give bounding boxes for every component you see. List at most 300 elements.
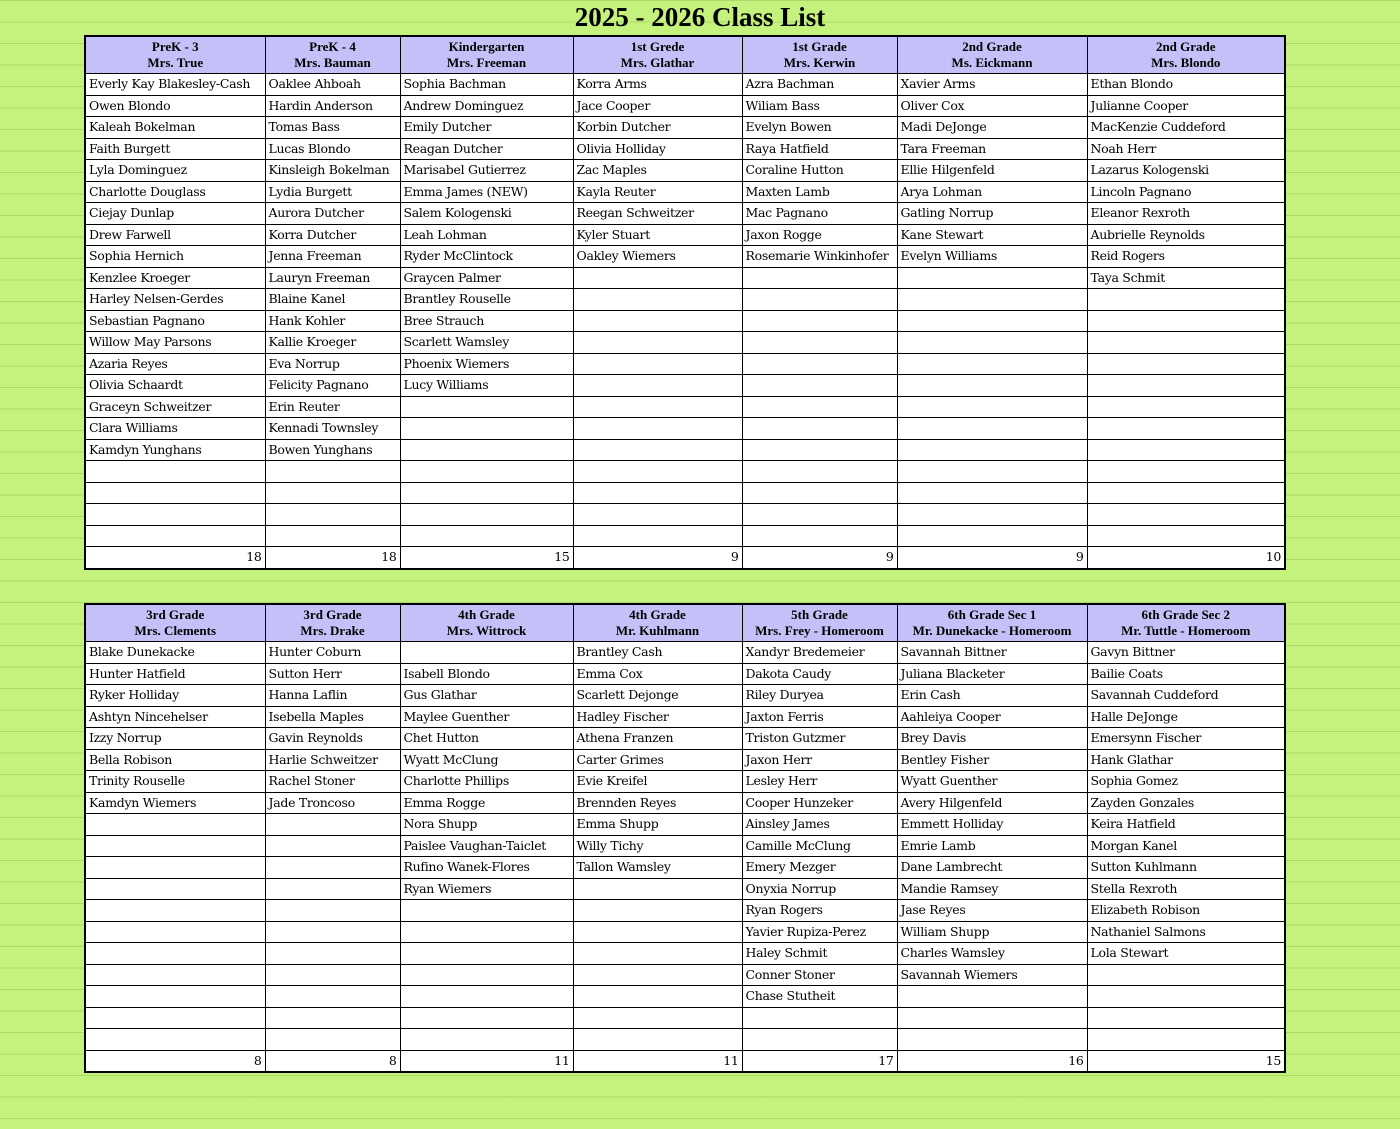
table-row — [85, 685, 1285, 707]
grade-label: 2nd Grade — [1155, 39, 1216, 54]
student-cell: Olivia Schaardt — [85, 375, 265, 397]
table-row — [85, 835, 1285, 857]
student-cell — [265, 525, 400, 547]
student-cell: Sutton Herr — [265, 663, 400, 685]
table-row — [85, 921, 1285, 943]
student-cell: Hadley Fischer — [573, 706, 742, 728]
student-cell — [265, 835, 400, 857]
student-cell: Kallie Kroeger — [265, 332, 400, 354]
student-cell: Jaxton Ferris — [742, 706, 897, 728]
student-cell: Ashtyn Nincehelser — [85, 706, 265, 728]
table-row — [85, 857, 1285, 879]
column-header — [573, 604, 742, 642]
student-count: 17 — [742, 1050, 897, 1072]
student-cell: Hank Glathar — [1087, 749, 1285, 771]
student-cell — [573, 310, 742, 332]
grade-label: PreK - 3 — [151, 39, 199, 54]
teacher-label: Mrs. Glathar — [620, 55, 695, 70]
student-cell: Emma Shupp — [573, 814, 742, 836]
student-cell: Chet Hutton — [400, 728, 573, 750]
student-cell: Emersynn Fischer — [1087, 728, 1285, 750]
student-cell: Charlotte Douglass — [85, 181, 265, 203]
student-cell: Erin Reuter — [265, 396, 400, 418]
table-row — [85, 964, 1285, 986]
student-cell: Bentley Fisher — [897, 749, 1087, 771]
student-cell: Riley Duryea — [742, 685, 897, 707]
class-table — [84, 603, 1286, 1073]
student-cell: Korbin Dutcher — [573, 117, 742, 139]
student-cell — [400, 900, 573, 922]
table-row — [85, 663, 1285, 685]
student-cell: Ellie Hilgenfeld — [897, 160, 1087, 182]
grade-label: Kindergarten — [448, 39, 525, 54]
student-cell: Aahleiya Cooper — [897, 706, 1087, 728]
student-cell: Lyla Dominguez — [85, 160, 265, 182]
student-cell: Charles Wamsley — [897, 943, 1087, 965]
grade-label: PreK - 4 — [309, 39, 356, 54]
table-row — [85, 439, 1285, 461]
student-cell — [742, 1029, 897, 1051]
student-cell — [85, 814, 265, 836]
student-count: 15 — [400, 547, 573, 569]
grade-label: 1st Grade — [792, 39, 847, 54]
student-cell — [742, 504, 897, 526]
student-cell: Drew Farwell — [85, 224, 265, 246]
student-cell: Sebastian Pagnano — [85, 310, 265, 332]
student-cell — [1087, 332, 1285, 354]
student-cell: Oaklee Ahboah — [265, 74, 400, 96]
table-row — [85, 353, 1285, 375]
student-cell: Mac Pagnano — [742, 203, 897, 225]
student-cell: Jaxon Rogge — [742, 224, 897, 246]
student-cell — [742, 525, 897, 547]
student-cell: Stella Rexroth — [1087, 878, 1285, 900]
student-cell: Gatling Norrup — [897, 203, 1087, 225]
student-cell: Ryder McClintock — [400, 246, 573, 268]
table-row — [85, 814, 1285, 836]
student-cell — [742, 439, 897, 461]
student-cell: Raya Hatfield — [742, 138, 897, 160]
table-row — [85, 482, 1285, 504]
table-row — [85, 418, 1285, 440]
student-cell — [265, 900, 400, 922]
student-cell: Scarlett Dejonge — [573, 685, 742, 707]
student-cell: Reagan Dutcher — [400, 138, 573, 160]
column-header — [742, 36, 897, 74]
student-cell — [85, 835, 265, 857]
grade-label: 5th Grade — [791, 607, 848, 622]
column-header — [85, 36, 265, 74]
column-header — [400, 36, 573, 74]
student-cell — [400, 1007, 573, 1029]
student-cell — [265, 857, 400, 879]
student-cell — [573, 396, 742, 418]
student-cell: Sophia Hernich — [85, 246, 265, 268]
student-cell — [742, 353, 897, 375]
student-count: 9 — [742, 547, 897, 569]
student-cell: Wyatt McClung — [400, 749, 573, 771]
student-cell: Paislee Vaughan-Taiclet — [400, 835, 573, 857]
table-row — [85, 728, 1285, 750]
student-cell — [897, 439, 1087, 461]
student-cell — [85, 1007, 265, 1029]
student-cell — [400, 396, 573, 418]
student-cell: Owen Blondo — [85, 95, 265, 117]
student-cell — [573, 332, 742, 354]
student-cell: Lucy Williams — [400, 375, 573, 397]
table-row — [85, 461, 1285, 483]
student-cell: Korra Arms — [573, 74, 742, 96]
student-cell: Korra Dutcher — [265, 224, 400, 246]
student-cell: Hank Kohler — [265, 310, 400, 332]
student-cell — [897, 525, 1087, 547]
student-cell — [573, 964, 742, 986]
grade-label: 6th Grade Sec 1 — [947, 607, 1037, 622]
teacher-label: Mrs. Kerwin — [783, 55, 856, 70]
student-cell: Carter Grimes — [573, 749, 742, 771]
column-header — [573, 36, 742, 74]
student-cell — [1087, 439, 1285, 461]
student-cell — [265, 921, 400, 943]
student-cell — [573, 482, 742, 504]
column-header — [742, 604, 897, 642]
student-cell: Camille McClung — [742, 835, 897, 857]
student-cell: Lesley Herr — [742, 771, 897, 793]
class-list-table-bottom — [84, 603, 1284, 1073]
student-cell — [265, 482, 400, 504]
student-cell: Jase Reyes — [897, 900, 1087, 922]
student-cell: Rosemarie Winkinhofer — [742, 246, 897, 268]
student-cell: Kyler Stuart — [573, 224, 742, 246]
student-cell — [897, 310, 1087, 332]
student-cell — [1087, 289, 1285, 311]
student-cell: Taya Schmit — [1087, 267, 1285, 289]
student-cell — [573, 1029, 742, 1051]
student-cell — [400, 964, 573, 986]
student-cell: Xavier Arms — [897, 74, 1087, 96]
student-count: 9 — [897, 547, 1087, 569]
table-row — [85, 203, 1285, 225]
student-cell — [85, 900, 265, 922]
student-cell — [742, 396, 897, 418]
student-cell: Nora Shupp — [400, 814, 573, 836]
student-cell: Gavyn Bittner — [1087, 642, 1285, 664]
student-cell — [400, 943, 573, 965]
table-row — [85, 900, 1285, 922]
student-cell: Aubrielle Reynolds — [1087, 224, 1285, 246]
teacher-label: Mr. Tuttle - Homeroom — [1121, 623, 1251, 638]
student-cell — [897, 482, 1087, 504]
student-cell — [265, 504, 400, 526]
student-cell: Ryker Holliday — [85, 685, 265, 707]
student-cell: Felicity Pagnano — [265, 375, 400, 397]
student-cell: Conner Stoner — [742, 964, 897, 986]
student-cell: Maylee Guenther — [400, 706, 573, 728]
student-cell: Avery Hilgenfeld — [897, 792, 1087, 814]
student-cell: Athena Franzen — [573, 728, 742, 750]
student-cell: Gus Glathar — [400, 685, 573, 707]
student-cell: Kamdyn Wiemers — [85, 792, 265, 814]
table-row — [85, 117, 1285, 139]
student-cell: Bella Robison — [85, 749, 265, 771]
student-cell — [85, 504, 265, 526]
student-cell: Hunter Hatfield — [85, 663, 265, 685]
student-cell — [1087, 310, 1285, 332]
student-cell: Evelyn Williams — [897, 246, 1087, 268]
student-cell: Coraline Hutton — [742, 160, 897, 182]
table-row — [85, 138, 1285, 160]
student-cell — [85, 878, 265, 900]
student-cell: Everly Kay Blakesley-Cash — [85, 74, 265, 96]
student-cell — [742, 332, 897, 354]
student-cell: Salem Kologenski — [400, 203, 573, 225]
table-row — [85, 310, 1285, 332]
student-cell: Madi DeJonge — [897, 117, 1087, 139]
student-cell: Graceyn Schweitzer — [85, 396, 265, 418]
student-cell — [897, 332, 1087, 354]
student-cell: Onyxia Norrup — [742, 878, 897, 900]
student-cell: Noah Herr — [1087, 138, 1285, 160]
table-row — [85, 74, 1285, 96]
student-cell: Eleanor Rexroth — [1087, 203, 1285, 225]
student-cell — [1087, 504, 1285, 526]
student-cell: Rachel Stoner — [265, 771, 400, 793]
student-cell: Brantley Rouselle — [400, 289, 573, 311]
student-cell: Clara Williams — [85, 418, 265, 440]
student-cell — [265, 814, 400, 836]
grade-label: 4th Grade — [458, 607, 515, 622]
student-cell — [400, 986, 573, 1008]
table-row — [85, 160, 1285, 182]
teacher-label: Mr. Dunekacke - Homeroom — [912, 623, 1072, 638]
grade-label: 1st Grede — [630, 39, 685, 54]
table-row — [85, 706, 1285, 728]
student-cell: Brey Davis — [897, 728, 1087, 750]
student-cell: Savannah Bittner — [897, 642, 1087, 664]
student-cell: Hunter Coburn — [265, 642, 400, 664]
student-cell: Wyatt Guenther — [897, 771, 1087, 793]
student-count: 16 — [897, 1050, 1087, 1072]
student-cell — [573, 353, 742, 375]
student-cell — [897, 461, 1087, 483]
student-count: 15 — [1087, 1050, 1285, 1072]
student-cell — [1087, 1007, 1285, 1029]
student-cell: Mandie Ramsey — [897, 878, 1087, 900]
student-cell — [573, 504, 742, 526]
student-cell — [573, 900, 742, 922]
student-cell: Dakota Caudy — [742, 663, 897, 685]
student-cell: Rufino Wanek-Flores — [400, 857, 573, 879]
student-cell — [400, 482, 573, 504]
student-cell: Nathaniel Salmons — [1087, 921, 1285, 943]
teacher-label: Mrs. Blondo — [1151, 55, 1221, 70]
table-row — [85, 642, 1285, 664]
student-cell — [85, 525, 265, 547]
student-cell — [265, 964, 400, 986]
teacher-label: Mr. Kuhlmann — [615, 623, 700, 638]
student-cell: Olivia Holliday — [573, 138, 742, 160]
student-cell: Andrew Dominguez — [400, 95, 573, 117]
student-cell: Faith Burgett — [85, 138, 265, 160]
student-cell — [1087, 1029, 1285, 1051]
student-cell — [265, 1007, 400, 1029]
student-cell: Sophia Bachman — [400, 74, 573, 96]
student-cell: Savannah Wiemers — [897, 964, 1087, 986]
student-cell — [85, 461, 265, 483]
student-count: 9 — [573, 547, 742, 569]
table-row — [85, 986, 1285, 1008]
student-cell: Phoenix Wiemers — [400, 353, 573, 375]
column-header — [897, 604, 1087, 642]
column-header — [1087, 36, 1285, 74]
student-cell: Emma Cox — [573, 663, 742, 685]
student-cell — [897, 267, 1087, 289]
student-cell: Keira Hatfield — [1087, 814, 1285, 836]
table-row — [85, 246, 1285, 268]
student-cell — [85, 986, 265, 1008]
student-cell — [400, 1029, 573, 1051]
student-cell: Marisabel Gutierrez — [400, 160, 573, 182]
student-cell: Zac Maples — [573, 160, 742, 182]
table-row — [85, 504, 1285, 526]
count-row — [85, 1050, 1285, 1072]
student-count: 11 — [400, 1050, 573, 1072]
student-cell — [265, 461, 400, 483]
student-cell: Kamdyn Yunghans — [85, 439, 265, 461]
student-cell — [897, 1007, 1087, 1029]
student-cell: Bowen Yunghans — [265, 439, 400, 461]
table-row — [85, 289, 1285, 311]
student-cell — [897, 289, 1087, 311]
student-cell — [1087, 525, 1285, 547]
column-header — [400, 604, 573, 642]
student-cell: Ciejay Dunlap — [85, 203, 265, 225]
grade-label: 3rd Grade — [146, 607, 205, 622]
student-cell: Maxten Lamb — [742, 181, 897, 203]
column-header — [85, 604, 265, 642]
student-cell — [85, 1029, 265, 1051]
header-row — [85, 36, 1285, 74]
student-cell — [742, 267, 897, 289]
student-cell — [897, 396, 1087, 418]
student-cell — [1087, 396, 1285, 418]
student-cell — [897, 418, 1087, 440]
teacher-label: Mrs. Wittrock — [446, 623, 527, 638]
class-table — [84, 35, 1286, 570]
student-cell: Jade Troncoso — [265, 792, 400, 814]
student-cell: Arya Lohman — [897, 181, 1087, 203]
student-cell: Jenna Freeman — [265, 246, 400, 268]
student-count: 10 — [1087, 547, 1285, 569]
student-cell: Dane Lambrecht — [897, 857, 1087, 879]
student-count: 11 — [573, 1050, 742, 1072]
student-cell — [1087, 482, 1285, 504]
student-cell: Ryan Rogers — [742, 900, 897, 922]
student-cell: Charlotte Phillips — [400, 771, 573, 793]
student-cell: Scarlett Wamsley — [400, 332, 573, 354]
student-cell: Morgan Kanel — [1087, 835, 1285, 857]
student-cell: Willow May Parsons — [85, 332, 265, 354]
student-cell: Evie Kreifel — [573, 771, 742, 793]
student-cell: Kayla Reuter — [573, 181, 742, 203]
student-cell — [85, 482, 265, 504]
student-cell: Lydia Burgett — [265, 181, 400, 203]
student-cell: Oakley Wiemers — [573, 246, 742, 268]
table-row — [85, 396, 1285, 418]
table-row — [85, 792, 1285, 814]
student-cell: Emmett Holliday — [897, 814, 1087, 836]
teacher-label: Ms. Eickmann — [951, 55, 1033, 70]
student-cell: Reegan Schweitzer — [573, 203, 742, 225]
table-row — [85, 771, 1285, 793]
student-cell: Juliana Blacketer — [897, 663, 1087, 685]
grade-label: 2nd Grade — [962, 39, 1022, 54]
student-cell — [1087, 353, 1285, 375]
table-row — [85, 943, 1285, 965]
student-cell: Willy Tichy — [573, 835, 742, 857]
student-cell: Azaria Reyes — [85, 353, 265, 375]
student-cell: Harley Nelsen-Gerdes — [85, 289, 265, 311]
grade-label: 4th Grade — [629, 607, 686, 622]
student-cell — [400, 642, 573, 664]
student-cell — [897, 353, 1087, 375]
student-cell — [1087, 461, 1285, 483]
class-list-table-top — [84, 35, 1284, 570]
teacher-label: Mrs. Freeman — [446, 55, 527, 70]
count-row — [85, 547, 1285, 569]
student-cell — [573, 878, 742, 900]
student-cell — [265, 878, 400, 900]
table-row — [85, 181, 1285, 203]
student-cell: Graycen Palmer — [400, 267, 573, 289]
student-cell: Kane Stewart — [897, 224, 1087, 246]
table-row — [85, 878, 1285, 900]
grade-label: 3rd Grade — [303, 607, 362, 622]
student-cell — [742, 482, 897, 504]
student-cell: Blake Dunekacke — [85, 642, 265, 664]
student-cell — [400, 439, 573, 461]
student-cell — [265, 943, 400, 965]
student-count: 18 — [265, 547, 400, 569]
student-cell: Erin Cash — [897, 685, 1087, 707]
student-cell: Ethan Blondo — [1087, 74, 1285, 96]
student-cell: Lola Stewart — [1087, 943, 1285, 965]
student-cell: Lazarus Kologenski — [1087, 160, 1285, 182]
column-header — [265, 36, 400, 74]
student-cell: Harlie Schweitzer — [265, 749, 400, 771]
student-cell: Trinity Rouselle — [85, 771, 265, 793]
student-cell — [573, 525, 742, 547]
teacher-label: Mrs. Bauman — [294, 55, 371, 70]
student-cell: Wiliam Bass — [742, 95, 897, 117]
student-cell: Eva Norrup — [265, 353, 400, 375]
student-cell: Emma Rogge — [400, 792, 573, 814]
student-cell — [742, 375, 897, 397]
student-cell: Evelyn Bowen — [742, 117, 897, 139]
student-cell — [573, 289, 742, 311]
student-cell: Julianne Cooper — [1087, 95, 1285, 117]
student-cell: Tomas Bass — [265, 117, 400, 139]
student-cell — [85, 857, 265, 879]
student-cell: Jace Cooper — [573, 95, 742, 117]
student-cell — [400, 525, 573, 547]
student-cell: Savannah Cuddeford — [1087, 685, 1285, 707]
student-cell — [897, 1029, 1087, 1051]
student-cell — [265, 1029, 400, 1051]
student-cell: Tara Freeman — [897, 138, 1087, 160]
student-cell — [85, 964, 265, 986]
student-cell: Isebella Maples — [265, 706, 400, 728]
